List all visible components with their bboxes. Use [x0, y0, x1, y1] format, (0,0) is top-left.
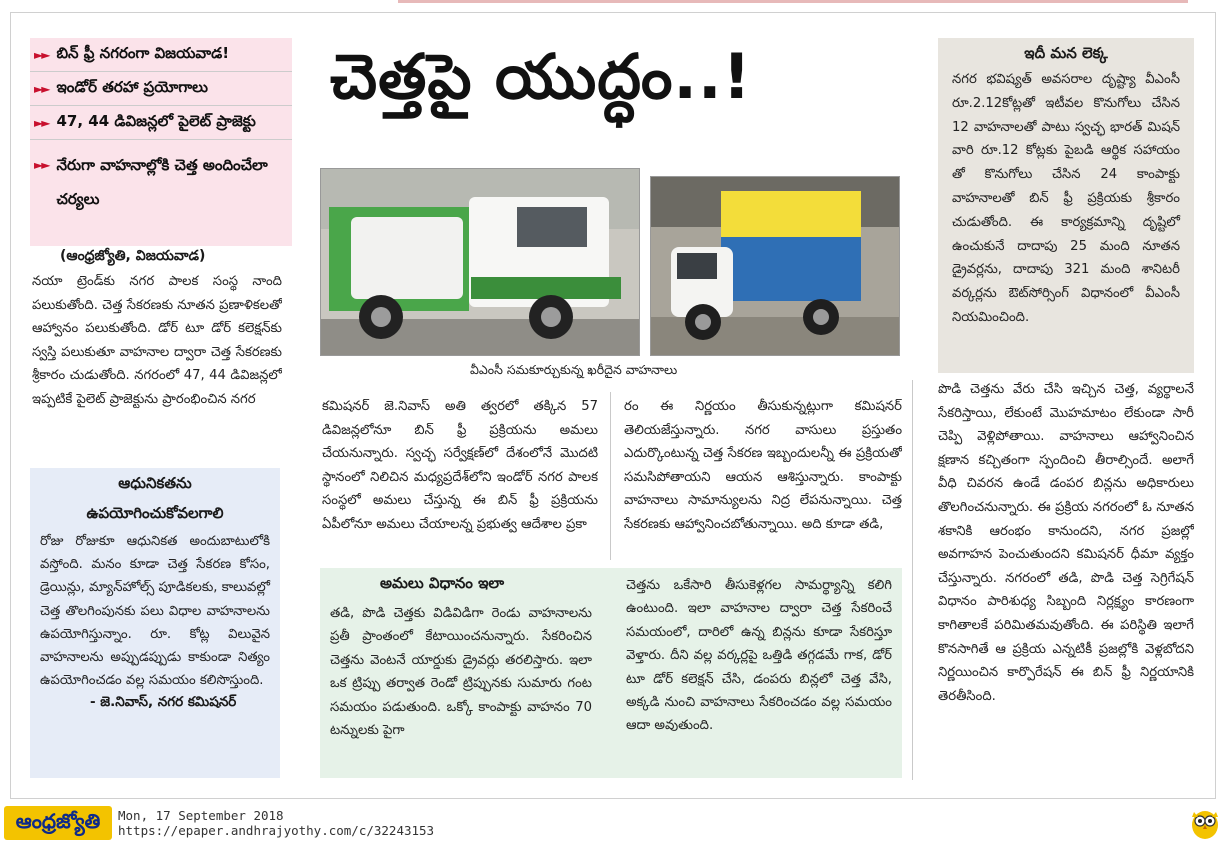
publication-date: Mon, 17 September 2018: [118, 808, 284, 823]
quote-signature: - జె.నివాస్, నగర కమిషనర్: [90, 694, 237, 711]
highlight-item: ►► ఇండోర్ తరహా ప్రయోగాలు: [30, 72, 292, 106]
quote-title: ఆధునికతను: [118, 474, 192, 492]
arrow-icon: ►►: [34, 81, 49, 96]
owl-icon: [1190, 806, 1220, 840]
epaper-link[interactable]: https://epaper.andhrajyothy.com/c/32243153: [118, 823, 435, 838]
highlight-item: ►► 47, 44 డివిజన్లలో పైలెట్ ప్రాజెక్టు: [30, 106, 292, 140]
article-column: కమిషనర్ జె.నివాస్ అతి త్వరలో తక్కిన 57 డివిజన్లలోనూ బిన్ ఫ్రీ ప్రక్రియను అమలు చేయనున్నారు. స్వచ్ఛ సర్వేక్షణ్‌లో దేశంలోనే మొదటి స్థానంలో నిలిచిన మధ్యప్రదేశ్‌లోని ఇండోర్ నగర పాలక సంస్థలో అమలు చేస్తున్న ఈ బిన్ ఫ్రీ ప్రక్రియను ఏపీలోనూ అమలు చేయాలన్న ప్రభుత్వ ఆదేశాల ప్రకా: [322, 399, 598, 532]
column-divider: [610, 392, 611, 560]
highlights-box: [30, 38, 292, 246]
stats-sidebox: [938, 38, 1194, 373]
intro-text: నయా ట్రెండ్‌కు నగర పాలక సంస్థ నాంది పలుకుతోంది. చెత్త సేకరణకు నూతన ప్రణాళికలతో ఆహ్వానం పలుకుతోంది. డోర్ టూ డోర్ కలెక్షన్‌కు స్వస్తి పలుకుతూ వాహనాల ద్వారా చెత్త సేకరణకు శ్రీకారం చుడుతోంది. నగరంలో 47, 44 డివిజన్లలో ఇప్పటికే పైలెట్ ప్రాజెక్టును ప్రారంభించిన నగర: [32, 274, 282, 407]
garbage-compactor-photo: [320, 168, 640, 356]
arrow-icon: ►►: [34, 47, 49, 62]
byline: (ఆంధ్రజ్యోతి, విజయవాడ): [60, 248, 206, 264]
procedure-title: అమలు విధానం ఇలా: [380, 574, 505, 592]
newspaper-logo[interactable]: ఆంధ్రజ్యోతి: [4, 806, 112, 840]
arrow-icon: ►►: [34, 158, 49, 172]
arrow-icon: ►►: [34, 115, 49, 130]
quote-text: రోజు రోజుకూ ఆధునికత అందుబాటులోకి వస్తోంది. మనం కూడా చెత్త సేకరణ కోసం, డ్రెయిన్లు, మ్యాన్‌హోల్స్ పూడికలకు, కాలువల్లో చెత్త తొలగింపునకు పలు విధాల వాహనాలను ఉపయోగిస్తున్నాం. రూ. కోట్ల విలువైన వాహనాలను అప్పుడప్పుడు కాకుండా నిత్యం ఉపయోగించడం వల్ల సమయం కలిసొస్తుంది.: [40, 534, 270, 689]
sidebox-text: నగర భవిష్యత్ అవసరాల దృష్ట్యా వీఎంసీ రూ.2.12కోట్లతో ఇటీవల కొనుగోలు చేసిన 12 వాహనాలతో పాటు స్వచ్ఛ భారత్ మిషన్ వారి రూ.12 కోట్లకు పైబడి ఆర్థిక సహాయం తో కొనుగోలు చేసిన 24 కాంపాక్టు వాహనాలతో బిన్ ఫ్రీ ప్రక్రియకు శ్రీకారం చుడుతోంది. ఈ కార్యక్రమాన్ని దృష్టిలో ఉంచుకునే దాదాపు 25 మంది నూతన డ్రైవర్లను, దాదాపు 321 మంది శానిటరీ వర్కర్లను ఔట్‌సోర్సింగ్ విధానంలో వీఎంసీ నియమించింది.: [952, 72, 1180, 325]
procedure-box: [320, 568, 902, 778]
photo-caption: వీఎంసీ సమకూర్చుకున్న ఖరీదైన వాహనాలు: [470, 362, 678, 377]
highlight-item: ►► బిన్ ఫ్రీ నగరంగా విజయవాడ!: [30, 38, 292, 72]
mini-truck-photo: [650, 176, 900, 356]
sidebox-title: ఇదీ మన లెక్క: [1024, 44, 1108, 62]
top-rule: [398, 0, 1188, 3]
procedure-column: చెత్తను ఒకేసారి తీసుకెళ్లగల సామర్థ్యాన్ని కలిగి ఉంటుంది. ఇలా వాహనాల ద్వారా చెత్త సేకరించే సమయంలో, దారిలో ఉన్న బిన్లను కూడా సేకరిస్తూ వెళ్తారు. దీని వల్ల వర్కర్లపై ఒత్తిడి తగ్గడమే గాక, డోర్ టూ డోర్ కలెక్షన్ చేసి, డంపరు బిన్లలో చెత్త వేసి, అక్కడి నుంచి వాహనాలు సేకరించడం వల్ల సమయం ఆదా అవుతుంది.: [626, 578, 892, 734]
highlight-item: ►► నేరుగా వాహనాల్లోకి చెత్త అందించేలా చర్యలు: [30, 140, 292, 212]
quote-title: ఉపయోగించుకోవలగాలి: [86, 504, 224, 522]
column-divider: [912, 380, 913, 780]
article-column: రం ఈ నిర్ణయం తీసుకున్నట్లుగా కమిషనర్ తెలియజేస్తున్నారు. నగర వాసులు ప్రస్తుతం ఎదుర్కొంటున్న చెత్త సేకరణ ఇబ్బందులన్నీ ఈ ప్రక్రియతో సమసిపోతాయని ఆయన ఆశిస్తున్నారు. కాంపాక్టు వాహనాలు సామాన్యులను నిద్ర లేపనున్నాయి. చెత్త సేకరణకు ఆహ్వానించబోతున్నాయి. అది కూడా తడి,: [624, 399, 902, 532]
commissioner-quote-box: [30, 468, 280, 778]
procedure-column: తడి, పొడి చెత్తకు విడివిడిగా రెండు వాహనాలను ప్రతీ ప్రాంతంలో కేటాయించనున్నారు. సేకరించిన చెత్తను వెంటనే యార్డుకు డ్రైవర్లు తరలిస్తారు. ఇలా ఒక ట్రిప్పు తర్వాత రెండో ట్రిప్పునకు సుమారు గంట సమయం పడుతుంది. ఒక్కో కాంపాక్టు వాహనం 70 టన్నులకు పైగా: [330, 606, 592, 739]
article-column: పొడి చెత్తను వేరు చేసి ఇచ్చిన చెత్త, వ్యర్థాలనే సేకరిస్తాయి, లేకుంటే మొహమాటం లేకుండా సారీ చెప్పి వెళ్లిపోతాయి. వాహనాలు ఆహ్వానించిన క్షణాన కచ్చితంగా స్పందించి తీరాల్సిందే. అలాగే వీధి చివరన ఉండే డంపర బిన్లను అధికారులు తొలగించనున్నారు. ఈ ప్రక్రియ నగరంలో ఓ నూతన శకానికి ఆరంభం కానుందని, నగర ప్రజల్లో అవగాహన పెంచుతుందని కమిషనర్ ధీమా వ్యక్తం చేస్తున్నారు. నగరంలో తడి, పొడి చెత్త సెగ్రిగేషన్ విధానం పారిశుధ్య సిబ్బంది నిర్లక్ష్యం కారణంగా కాగితాలకే పరిమితమవుతోంది. ఈ పరిస్థితి ఇలాగే కొనసాగితే ఆ ప్రక్రియ ఎన్నటికీ ప్రజల్లోకి వెళ్లబోదని నిర్ణయించిన కార్పొరేషన్ ఈ బిన్ ఫ్రీ నిర్ణయానికి తెరతీసింది.: [938, 382, 1194, 704]
headline: చెత్తపై యుద్ధం..!: [330, 40, 752, 113]
footer-meta: [118, 808, 434, 838]
